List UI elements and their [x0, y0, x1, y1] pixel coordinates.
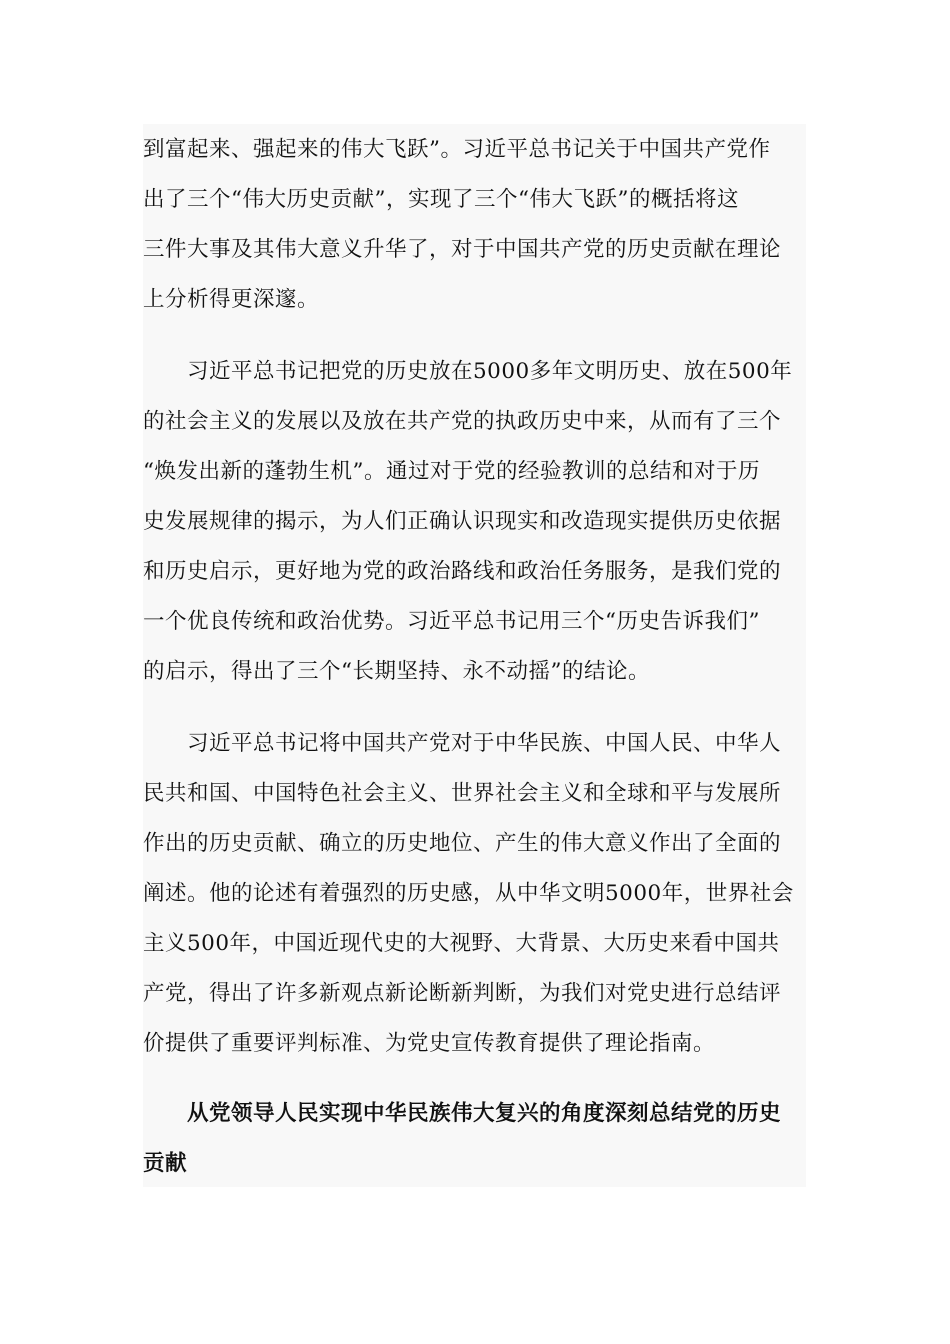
paragraph-2-line-3: “焕发出新的蓬勃生机”。通过对于党的经验教训的总结和对于历 [143, 459, 760, 484]
paragraph-2-line-4: 史发展规律的揭示，为人们正确认识现实和改造现实提供历史依据 [143, 509, 782, 534]
paragraph-3-line-7: 价提供了重要评判标准、为党史宣传教育提供了理论指南。 [143, 1031, 716, 1056]
section-heading-line-2: 贡献 [143, 1151, 188, 1176]
paragraph-3-line-2: 民共和国、中国特色社会主义、世界社会主义和全球和平与发展所 [143, 781, 782, 806]
paragraph-3-line-1: 习近平总书记将中国共产党对于中华民族、中国人民、中华人 [187, 731, 782, 756]
paragraph-3-line-4: 阐述。他的论述有着强烈的历史感，从中华文明5000年，世界社会 [143, 881, 794, 906]
paragraph-2-line-7: 的启示，得出了三个“长期坚持、永不动摇”的结论。 [143, 659, 650, 684]
paragraph-3-line-5: 主义500年，中国近现代史的大视野、大背景、大历史来看中国共 [143, 931, 780, 956]
paragraph-2-line-5: 和历史启示，更好地为党的政治路线和政治任务服务，是我们党的 [143, 559, 782, 584]
paragraph-1-line-1: 到富起来、强起来的伟大飞跃”。习近平总书记关于中国共产党作 [143, 137, 771, 162]
paragraph-1-line-3: 三件大事及其伟大意义升华了，对于中国共产党的历史贡献在理论 [143, 237, 782, 262]
paragraph-2-line-2: 的社会主义的发展以及放在共产党的执政历史中来，从而有了三个 [143, 409, 782, 434]
document-text-block [143, 124, 806, 1187]
paragraph-3-line-6: 产党，得出了许多新观点新论断新判断，为我们对党史进行总结评 [143, 981, 782, 1006]
paragraph-1-line-4: 上分析得更深邃。 [143, 287, 320, 312]
section-heading-line-1: 从党领导人民实现中华民族伟大复兴的角度深刻总结党的历史 [187, 1101, 782, 1126]
paragraph-2-line-1: 习近平总书记把党的历史放在5000多年文明历史、放在500年 [187, 359, 793, 384]
paragraph-1-line-2: 出了三个“伟大历史贡献”，实现了三个“伟大飞跃”的概括将这 [143, 187, 739, 212]
paragraph-2-line-6: 一个优良传统和政治优势。习近平总书记用三个“历史告诉我们” [143, 609, 760, 634]
paragraph-3-line-3: 作出的历史贡献、确立的历史地位、产生的伟大意义作出了全面的 [143, 831, 782, 856]
